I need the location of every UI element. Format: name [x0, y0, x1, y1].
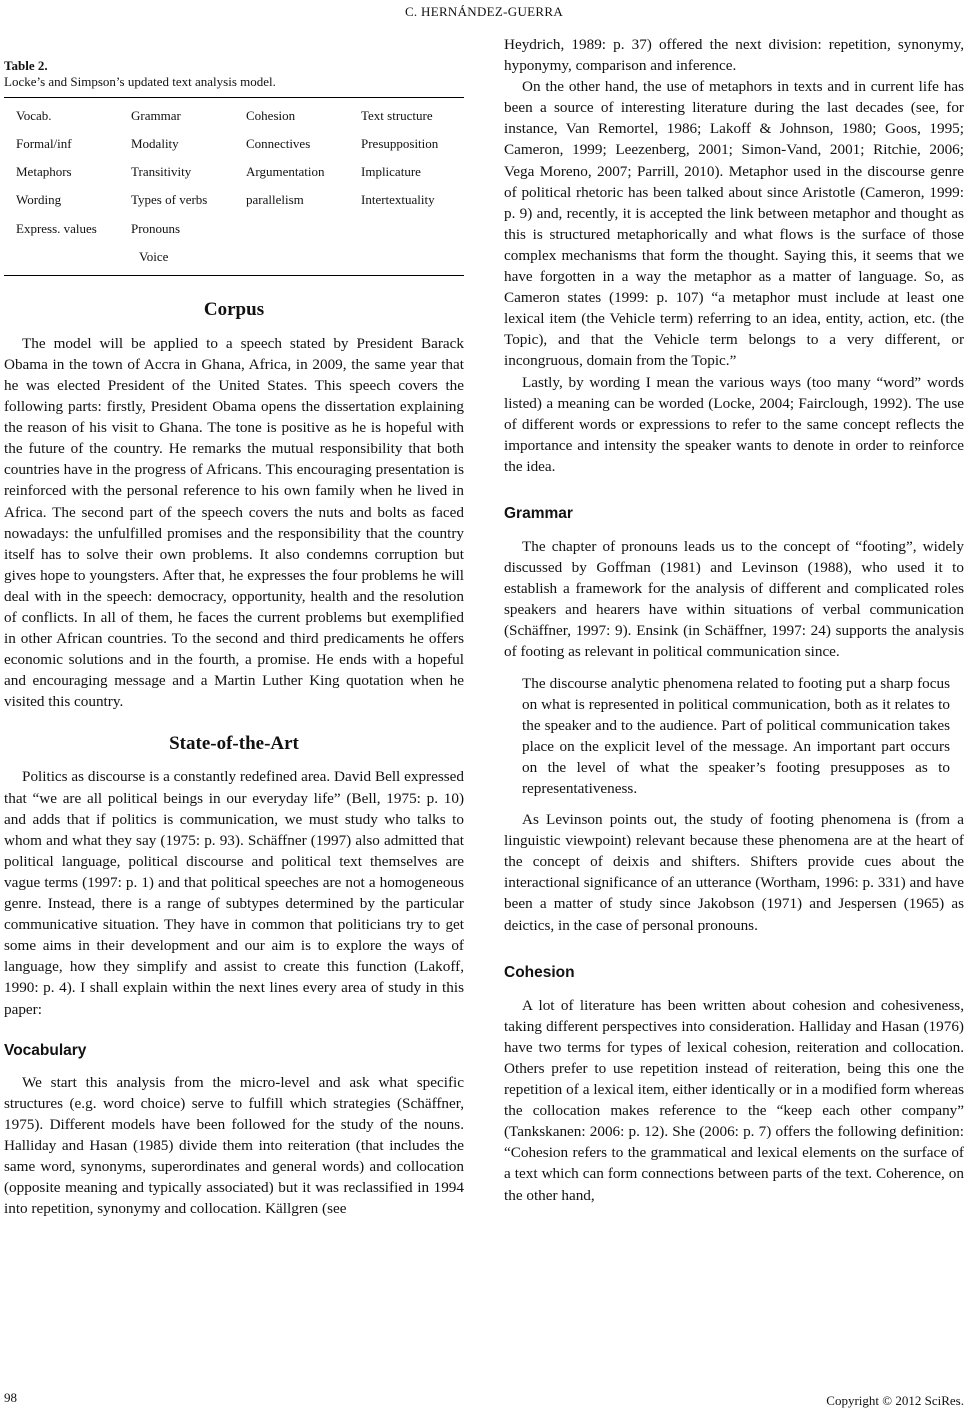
left-column: [4, 34, 464, 1219]
grammar-paragraph: The chapter of pronouns leads us to the concept of “footing”, widely discussed by Goffman (1981) and Levinson (1988), who used it to establish a framework for the analysis of different and complicated roles speakers and hearers have within situations of verbal communication (Schäffner, 1997: 9). Ensink (in Schäffner, 1997: 24) supports the analysis of footing as relevant in political communication since.: [504, 537, 964, 661]
table-row: [4, 214, 464, 242]
table-cell: Express. values: [16, 220, 97, 236]
table-cell: Grammar: [131, 107, 181, 123]
table-cell: parallelism: [246, 192, 304, 208]
table-cell: [349, 214, 464, 242]
block-quote: [522, 673, 950, 800]
running-head: C. HERNÁNDEZ-GUERRA: [404, 4, 564, 19]
copyright-notice: Copyright © 2012 SciRes.: [826, 1393, 964, 1408]
table-row: [4, 186, 464, 214]
table-cell: [234, 214, 349, 242]
wording-paragraph: Lastly, by wording I mean the various ways (too many “word” words listed) a meaning can be worded (Locke, 2004; Fairclough, 1992). The use of different words or expressions to refer to the same concept reflects the importance and intensity the speaker wants to denote in order to reinforce the idea.: [504, 373, 964, 475]
table-row: [4, 129, 464, 157]
analysis-model-table: [4, 97, 464, 276]
metaphor-paragraph: On the other hand, the use of metaphors in texts and in current life has been a source of interesting literature during the last decades (see, for instance, Van Remortel, 1986; Lakoff & Johnson, 1980; Goos, 1995; Cameron, 1999; Leezenberg, 2001; Simon-Vand, 2001; Ritchie, 2006; Vega Moreno, 2007; Parrill, 2010). Metaphor used in the discourse genre of political rhetoric has been talked about since Aristotle (Cameron, 1999: p. 9) and, recently, it is accepted the link between metaphor and thought as this is structured metaphorically and what flows is the surface of those complex mechanisms that form the thought. Saying this, it seems that we have forgotten in a way the metaphor as a matter of language. So, as Cameron states (1999: p. 107) “a metaphor must include at least one lexical item (the Vehicle term) referring to an idea, entity, action, etc. (the Topic), and that the Vehicle term belongs to a very different, or incongruous, domain from the Topic.”: [504, 78, 964, 370]
corpus-paragraph: The model will be applied to a speech stated by President Barack Obama in the town of Accra in Ghana, Africa, in 2009, the same year that he was elected President of the United States. This speech covers the following parts: firstly, President Obama opens the dissertation explaining the reason of his visit to Ghana. The tone is positive as he is hopeful with the future of the country. He remarks the mutual responsibility that both countries have in the progress of Africans. This encouraging presentation is reinforced with the personal reference to his own family when he lived in Africa. The second part of the speech covers the nuts and bolts as faced nowadays: the unfulfilled promises and the responsibility that the country itself has to solve their own problems. It also condemns corruption but gives hope to youngsters. After that, he expresses the four problems he will deal with in the speech: democracy, opportunity, health and the resolution of conflicts. In all of them, he faces the current problems but exemplified in other African countries. To the second and third predicaments he offers economic solutions and in the fourth, a promise. He ends with a hopeful and encouraging message and a Martin Luther King quotation when he visited this country.: [4, 334, 464, 711]
table-cell: [349, 242, 464, 270]
table-cell: Voice: [139, 249, 169, 265]
table-cell: Modality: [131, 135, 179, 151]
continued-paragraph: Heydrich, 1989: p. 37) offered the next division: repetition, synonymy, hyponymy, comparison and inference.: [504, 36, 964, 75]
table-cell: Metaphors: [16, 164, 72, 180]
table-cell: Pronouns: [131, 220, 181, 236]
table-caption: Locke’s and Simpson’s updated text analysis model.: [4, 74, 276, 89]
cohesion-paragraph: A lot of literature has been written about cohesion and cohesiveness, taking different perspectives into consideration. Halliday and Hasan (1976) have two terms for types of lexical cohesion, reiteration and collocation. Others prefer to use repetition instead of reiteration, being this one the repetition of a lexical item, either identically or in a modified form whereas the collocation makes reference to the “keep each other company” (Tankskanen: 2006: p. 12). She (2006: p. 7) offers the following definition: “Cohesion refers to the grammatical and lexical elements on the surface of a text which can form connections between parts of the text. Coherence, on the other hand,: [504, 996, 964, 1204]
right-column: [504, 34, 964, 1206]
vocabulary-paragraph: We start this analysis from the micro-level and ask what specific structures (e.g. word choice) serve to fulfill which strategies (Schäffner, 1975). Different models have been followed for the study of the nouns. Halliday and Hasan (1985) divide them into reiteration (that includes the same word, synonyms, superordinates and general words) and collocation (opposite meaning and typically associated) but it was reclassified in 1994 into repetition, synonymy and collocation. Källgren (see: [4, 1073, 464, 1218]
page-number: 98: [4, 1390, 17, 1405]
table-cell: Presupposition: [361, 135, 439, 151]
table-cell: Text structure: [361, 107, 433, 123]
cohesion-heading: Cohesion: [504, 963, 575, 981]
table-cell: Intertextuality: [361, 192, 435, 208]
table-cell: Transitivity: [131, 164, 192, 180]
footing-paragraph: As Levinson points out, the study of footing phenomena is (from a linguistic viewpoint) relevant because these phenomena are at the heart of the concept of deixis and shifters. Shifters provide cues about the interactional significance of an utterance (Wortham, 1996: p. 331) and have been a matter of study since Jakobson (1971) and Jespersen (1965) as deictics, in the case of personal pronouns.: [504, 811, 964, 934]
table-row: [4, 242, 464, 270]
table-cell: Formal/inf: [16, 135, 72, 151]
grammar-heading: Grammar: [504, 504, 573, 522]
table-cell: Implicature: [361, 164, 421, 180]
table-cell: Argumentation: [246, 164, 325, 180]
table-row: [4, 101, 464, 129]
quote-text: The discourse analytic phenomena related to footing put a sharp focus on what is represented in political communication, both as it relates to the speaker and to the audience. Part of political communication takes place on the explicit level of the message. An important part occurs on the level of what the speaker’s footing presupposes as to representativeness.: [522, 674, 950, 797]
corpus-heading: Corpus: [203, 298, 265, 320]
table-cell: Wording: [16, 192, 62, 208]
table-cell: Types of verbs: [131, 192, 208, 208]
table-cell: Connectives: [246, 135, 311, 151]
table-cell: Cohesion: [246, 107, 296, 123]
table-cell: [4, 242, 119, 270]
table-row: [4, 158, 464, 186]
table-title: Table 2.: [4, 58, 48, 73]
state-of-the-art-heading: State-of-the-Art: [169, 733, 299, 755]
vocabulary-heading: Vocabulary: [4, 1041, 87, 1059]
state-of-the-art-paragraph: Politics as discourse is a constantly redefined area. David Bell expressed that “we are all political beings in our everyday life” (Bell, 1975: p. 10) and adds that if politics is communication, we must study who talks to whom and what they say (1975: p. 93). Schäffner (1997) also admitted that political language, political discourse and political text themselves are vague terms (1997: p. 1) and that political speeches are not a homogeneous genre. Instead, there is a range of subtypes determined by the particular communicative situation. They have in common that politicians try to get some aims in their development and our aim is to explore the ways of language, how they simplify and assist to create this function (Lakoff, 1990: p. 4). I shall explain within the next lines every area of study in this paper:: [4, 768, 464, 1018]
table-cell: Vocab.: [16, 107, 52, 123]
table-cell: [234, 242, 349, 270]
